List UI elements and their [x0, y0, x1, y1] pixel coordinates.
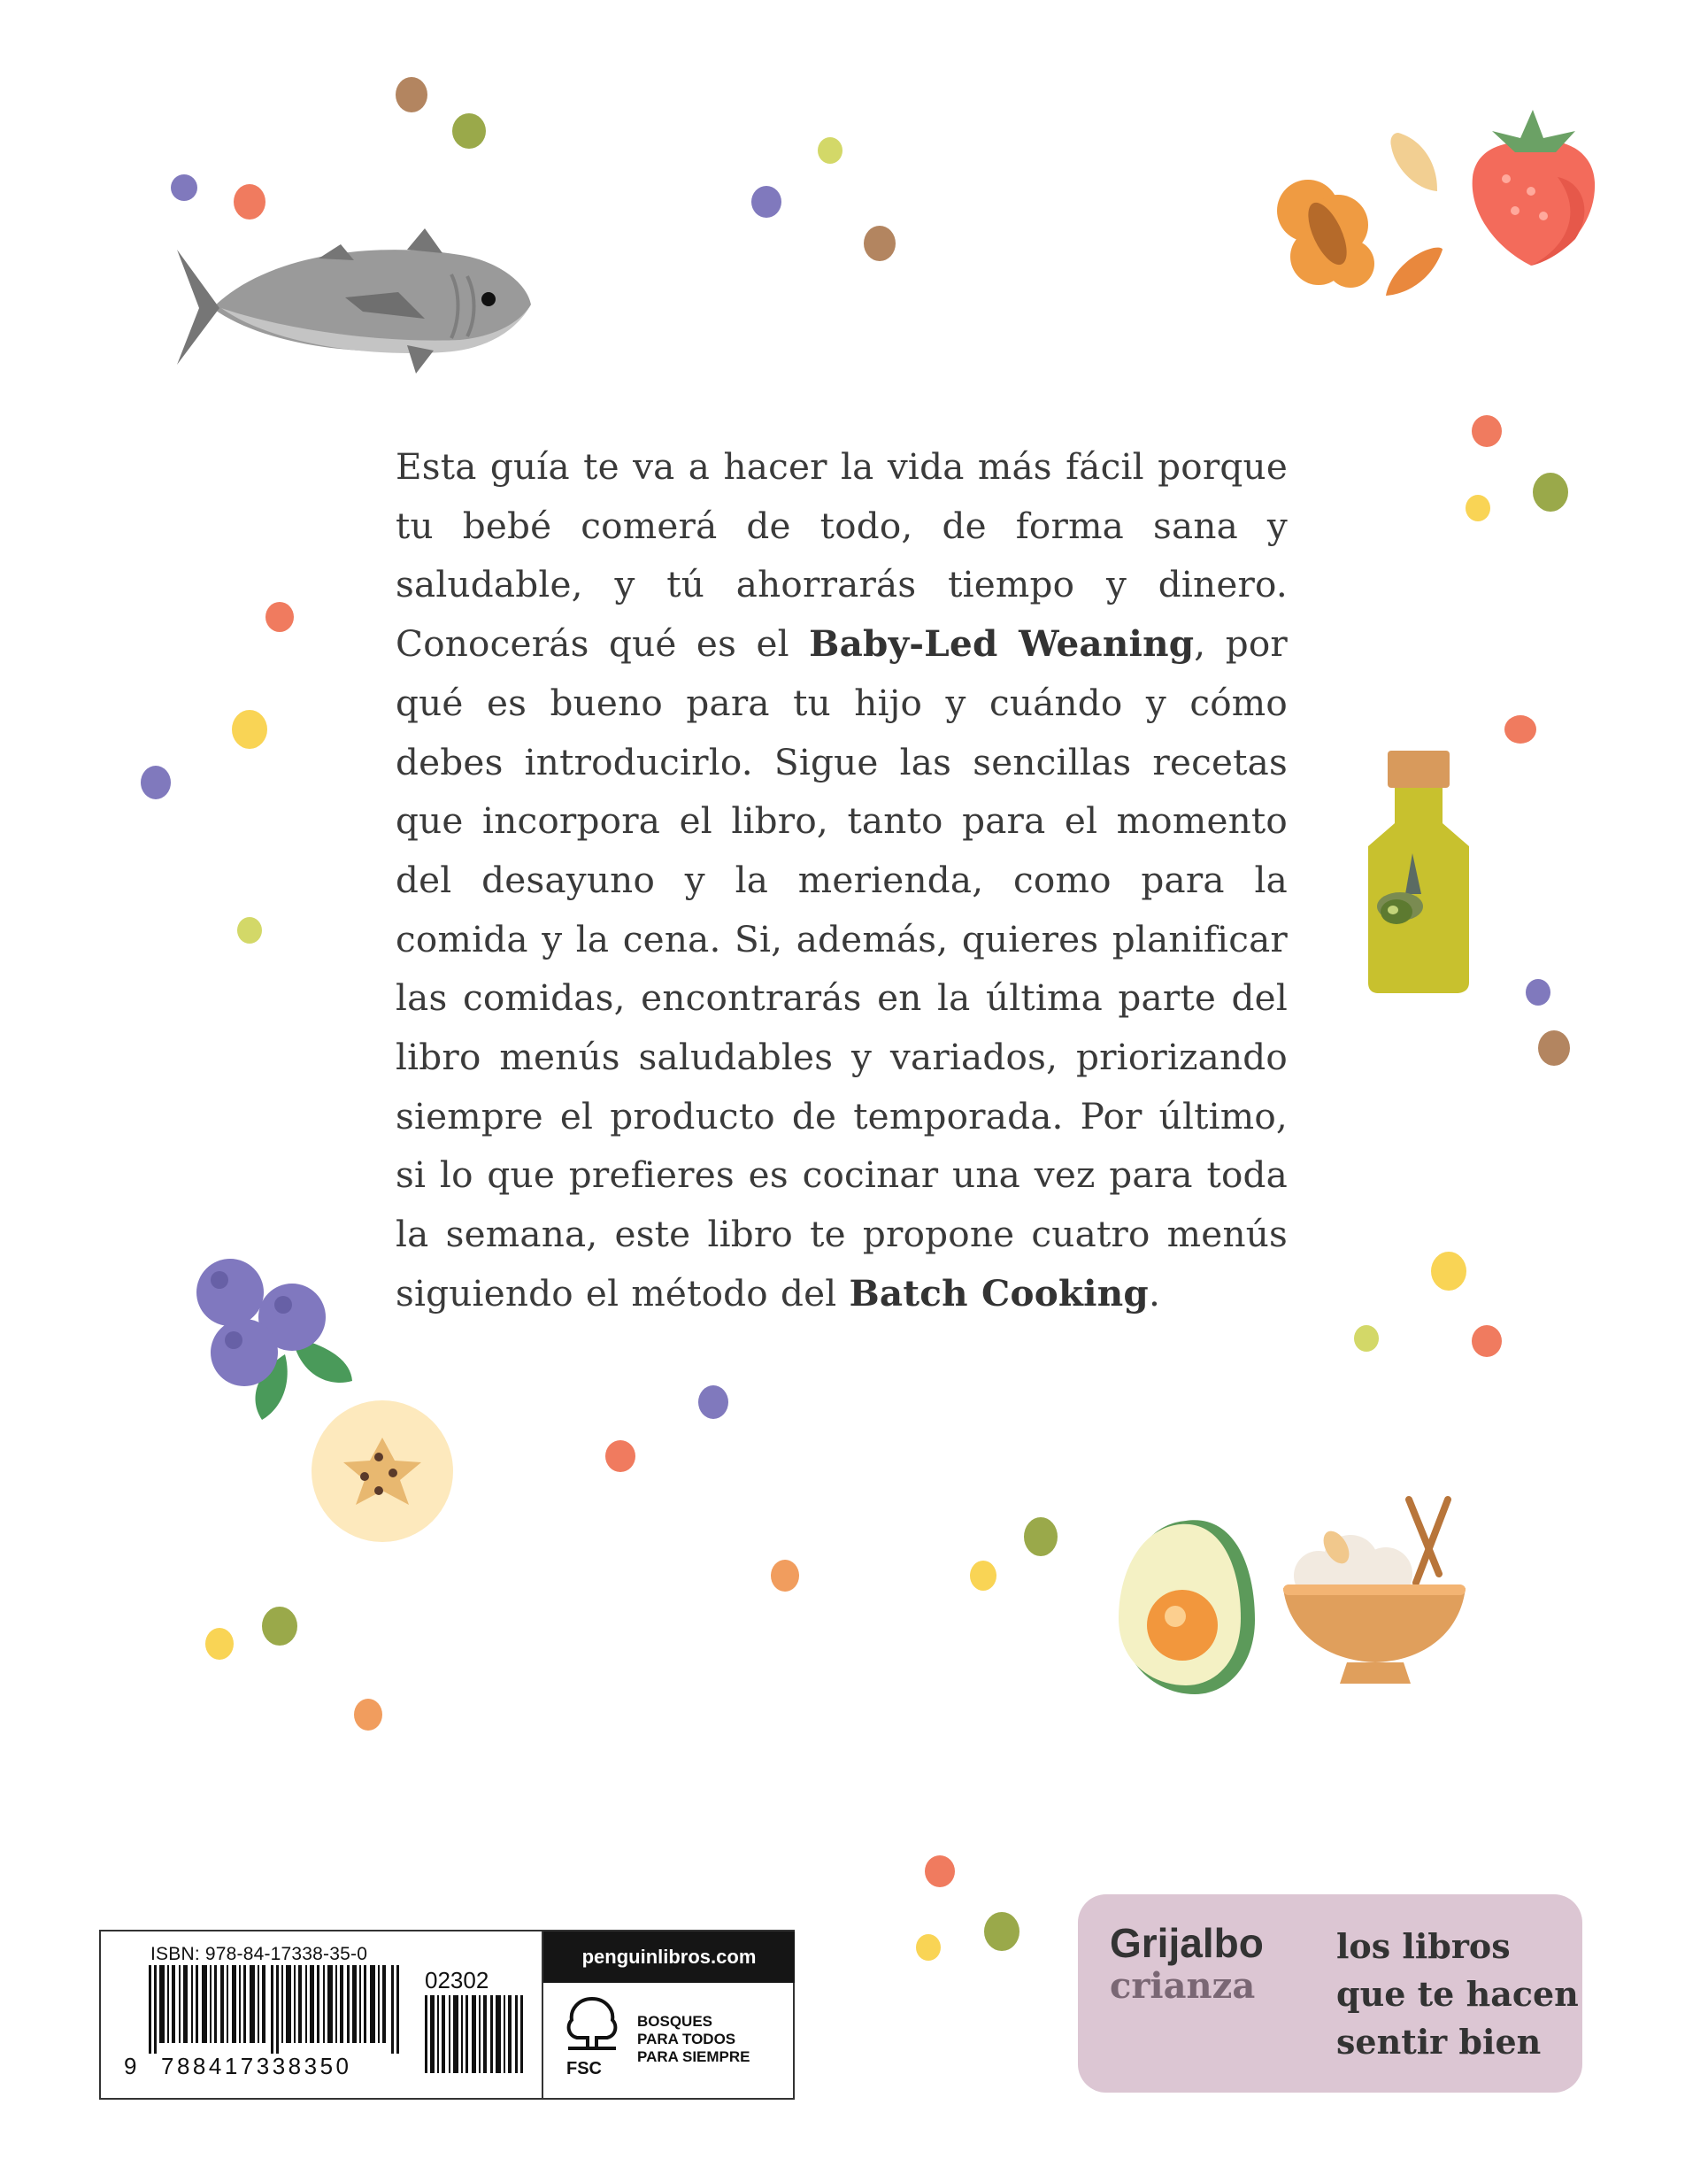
confetti-dot — [1533, 473, 1568, 512]
forest-line-1: BOSQUES — [637, 2013, 713, 2030]
olive-oil-bottle-icon — [1368, 751, 1469, 993]
fsc-tree-icon — [561, 1993, 623, 2055]
confetti-dot — [237, 917, 262, 944]
forest-line-3: PARA SIEMPRE — [637, 2048, 750, 2065]
confetti-dot — [1466, 495, 1490, 521]
confetti-dot — [1024, 1517, 1058, 1556]
forest-line-2: PARA TODOS — [637, 2031, 736, 2047]
slogan-line-1: los libros — [1336, 1926, 1511, 1966]
barcode-icon — [149, 1965, 405, 2054]
confetti-dot — [1431, 1252, 1466, 1291]
slogan-line-2: que te hacen — [1336, 1974, 1579, 2014]
confetti-dot — [1526, 979, 1550, 1006]
publisher-name: Grijalbo — [1110, 1920, 1264, 1966]
confetti-dot — [605, 1440, 635, 1472]
blurb-term-batch: Batch Cooking — [849, 1271, 1149, 1315]
confetti-dot — [984, 1912, 1019, 1951]
blurb-text-2: , por qué es bueno para tu hijo y cuándo y cómo debes introducirlo. Sigue las sencillas recetas que incorpora el libro, tanto para el momento del desayuno y la merienda, como para la comida y la cena. Si, además, quieres planificar las comidas, encontrarás en la última parte del libro menús saludables y variados, priorizando siempre el producto de temporada. Por último, si lo que prefieres es cocinar una vez para toda la semana, este libro te propone cuatro menús siguiendo el método del — [396, 622, 1288, 1315]
confetti-dot — [1354, 1325, 1379, 1352]
fsc-label: FSC — [566, 2059, 602, 2078]
confetti-dot — [1504, 715, 1536, 744]
confetti-dot — [452, 113, 486, 149]
confetti-dot — [1472, 415, 1502, 447]
blurb-text-1: Esta guía te va a hacer la vida más fácil porque tu bebé comerá de todo, de forma sana y saludable, y tú ahorrarás tiempo y dinero. Conocerás qué es el — [396, 445, 1288, 666]
confetti-dot — [771, 1560, 799, 1592]
slogan-line-3: sentir bien — [1336, 2022, 1542, 2062]
banana-slice-icon — [312, 1400, 453, 1542]
rice-bowl-icon — [1283, 1500, 1466, 1684]
confetti-dot — [232, 710, 267, 749]
confetti-dot — [818, 137, 842, 164]
price-code: 02302 — [425, 1967, 489, 1993]
strawberry-icon — [1473, 110, 1595, 266]
barcode-first-digit: 9 — [124, 2053, 137, 2079]
confetti-dot — [925, 1855, 955, 1887]
walnut-icon — [1277, 180, 1374, 288]
confetti-dot — [171, 174, 197, 201]
confetti-dot — [141, 766, 171, 799]
forest-slogan — [637, 2013, 750, 2066]
blurb-term-blw: Baby-Led Weaning — [809, 622, 1195, 666]
almond-icon — [1386, 248, 1443, 296]
isbn-label: ISBN: 978-84-17338-35-0 — [150, 1944, 368, 1964]
publisher-imprint: crianza — [1110, 1965, 1256, 2007]
addon-barcode-icon — [425, 1995, 524, 2073]
confetti-dot — [234, 184, 265, 220]
back-cover-blurb — [396, 437, 1288, 1323]
confetti-dot — [916, 1934, 941, 1961]
publisher-slogan — [1336, 1923, 1579, 2066]
confetti-dot — [864, 226, 896, 261]
barcode-box — [99, 1930, 795, 2100]
website-label: penguinlibros.com — [543, 1931, 795, 1983]
confetti-dot — [354, 1699, 382, 1731]
confetti-dot — [265, 602, 294, 632]
confetti-dot — [1538, 1030, 1570, 1066]
barcode-digits: 788417338350 — [161, 2053, 352, 2079]
tuna-fish-icon — [177, 228, 531, 374]
publisher-panel — [1078, 1894, 1582, 2093]
avocado-icon — [1119, 1520, 1255, 1694]
confetti-dot — [205, 1628, 234, 1660]
blurb-text-3: . — [1148, 1271, 1161, 1315]
confetti-dot — [1472, 1325, 1502, 1357]
confetti-dot — [262, 1607, 297, 1646]
confetti-dot — [396, 77, 427, 112]
confetti-dot — [970, 1561, 996, 1591]
seller-section — [542, 1931, 795, 2098]
barcode-section — [101, 1931, 542, 2098]
almond-icon — [1390, 133, 1437, 191]
confetti-dot — [698, 1385, 728, 1419]
blueberries-icon — [196, 1259, 352, 1420]
confetti-dot — [751, 186, 781, 218]
